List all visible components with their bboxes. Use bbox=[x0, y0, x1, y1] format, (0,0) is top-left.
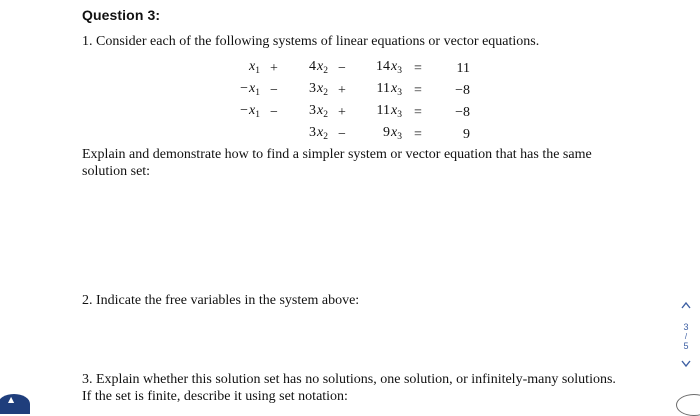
question-heading: Question 3: bbox=[82, 7, 161, 23]
equals-sign: = bbox=[414, 83, 422, 98]
operator bbox=[260, 124, 288, 146]
q3-prompt bbox=[82, 371, 622, 405]
q2-prompt: 2. Indicate the free variables in the system above: bbox=[82, 293, 360, 308]
term-x1: $-x_1$ bbox=[240, 81, 260, 98]
chevron-down-icon[interactable] bbox=[676, 357, 696, 371]
linear-system bbox=[224, 58, 470, 146]
term-x2: $3x_2$ bbox=[309, 125, 328, 142]
equals-sign: = bbox=[414, 127, 422, 142]
current-page: 3 bbox=[683, 322, 689, 332]
rhs-value: 11 bbox=[456, 61, 470, 76]
operator: − bbox=[338, 127, 346, 142]
term-x1: $x_1$ bbox=[249, 59, 260, 76]
term-x3: $14x_3$ bbox=[376, 59, 402, 76]
equals-sign: = bbox=[414, 61, 422, 76]
chevron-down-svg bbox=[681, 360, 691, 368]
badge-caret-icon: ▲ bbox=[8, 395, 15, 404]
equals-sign: = bbox=[414, 105, 422, 120]
equation-row bbox=[224, 102, 470, 124]
total-pages: 5 bbox=[683, 341, 689, 351]
q1-prompt: 1. Consider each of the following systems of linear equations or vector equations. bbox=[82, 34, 540, 49]
term-x3: $11x_3$ bbox=[376, 103, 402, 120]
equation-row bbox=[224, 124, 470, 146]
accessibility-badge[interactable] bbox=[0, 394, 30, 414]
operator: − bbox=[270, 83, 278, 98]
term-x2: $3x_2$ bbox=[309, 81, 328, 98]
chevron-up-svg bbox=[681, 301, 691, 309]
term-x1: $-x_1$ bbox=[240, 103, 260, 120]
operator: + bbox=[338, 105, 346, 120]
q1-instruction: Explain and demonstrate how to find a simpler system or vector equation that has the same solution set: bbox=[82, 147, 592, 179]
rhs-value: 9 bbox=[463, 127, 470, 142]
chevron-up-icon[interactable] bbox=[676, 298, 696, 312]
q3-prompt-line1: 3. Explain whether this solution set has no solutions, one solution, or infinitely-many solutions. bbox=[82, 372, 616, 387]
term-x1 bbox=[224, 124, 260, 146]
operator: + bbox=[270, 61, 278, 76]
term-x2: $4x_2$ bbox=[309, 59, 328, 76]
page-separator: / bbox=[684, 332, 688, 341]
rhs-value: −8 bbox=[455, 105, 470, 120]
page-navigator bbox=[676, 298, 696, 371]
operator: − bbox=[338, 61, 346, 76]
equation-row bbox=[224, 80, 470, 102]
term-x2: $3x_2$ bbox=[309, 103, 328, 120]
equation-row bbox=[224, 58, 470, 80]
term-x3: $9x_3$ bbox=[383, 125, 402, 142]
term-x3: $11x_3$ bbox=[376, 81, 402, 98]
q3-prompt-line2: If the set is finite, describe it using set notation: bbox=[82, 389, 348, 404]
operator: + bbox=[338, 83, 346, 98]
operator: − bbox=[270, 105, 278, 120]
help-bubble[interactable] bbox=[676, 394, 700, 416]
rhs-value: −8 bbox=[455, 83, 470, 98]
